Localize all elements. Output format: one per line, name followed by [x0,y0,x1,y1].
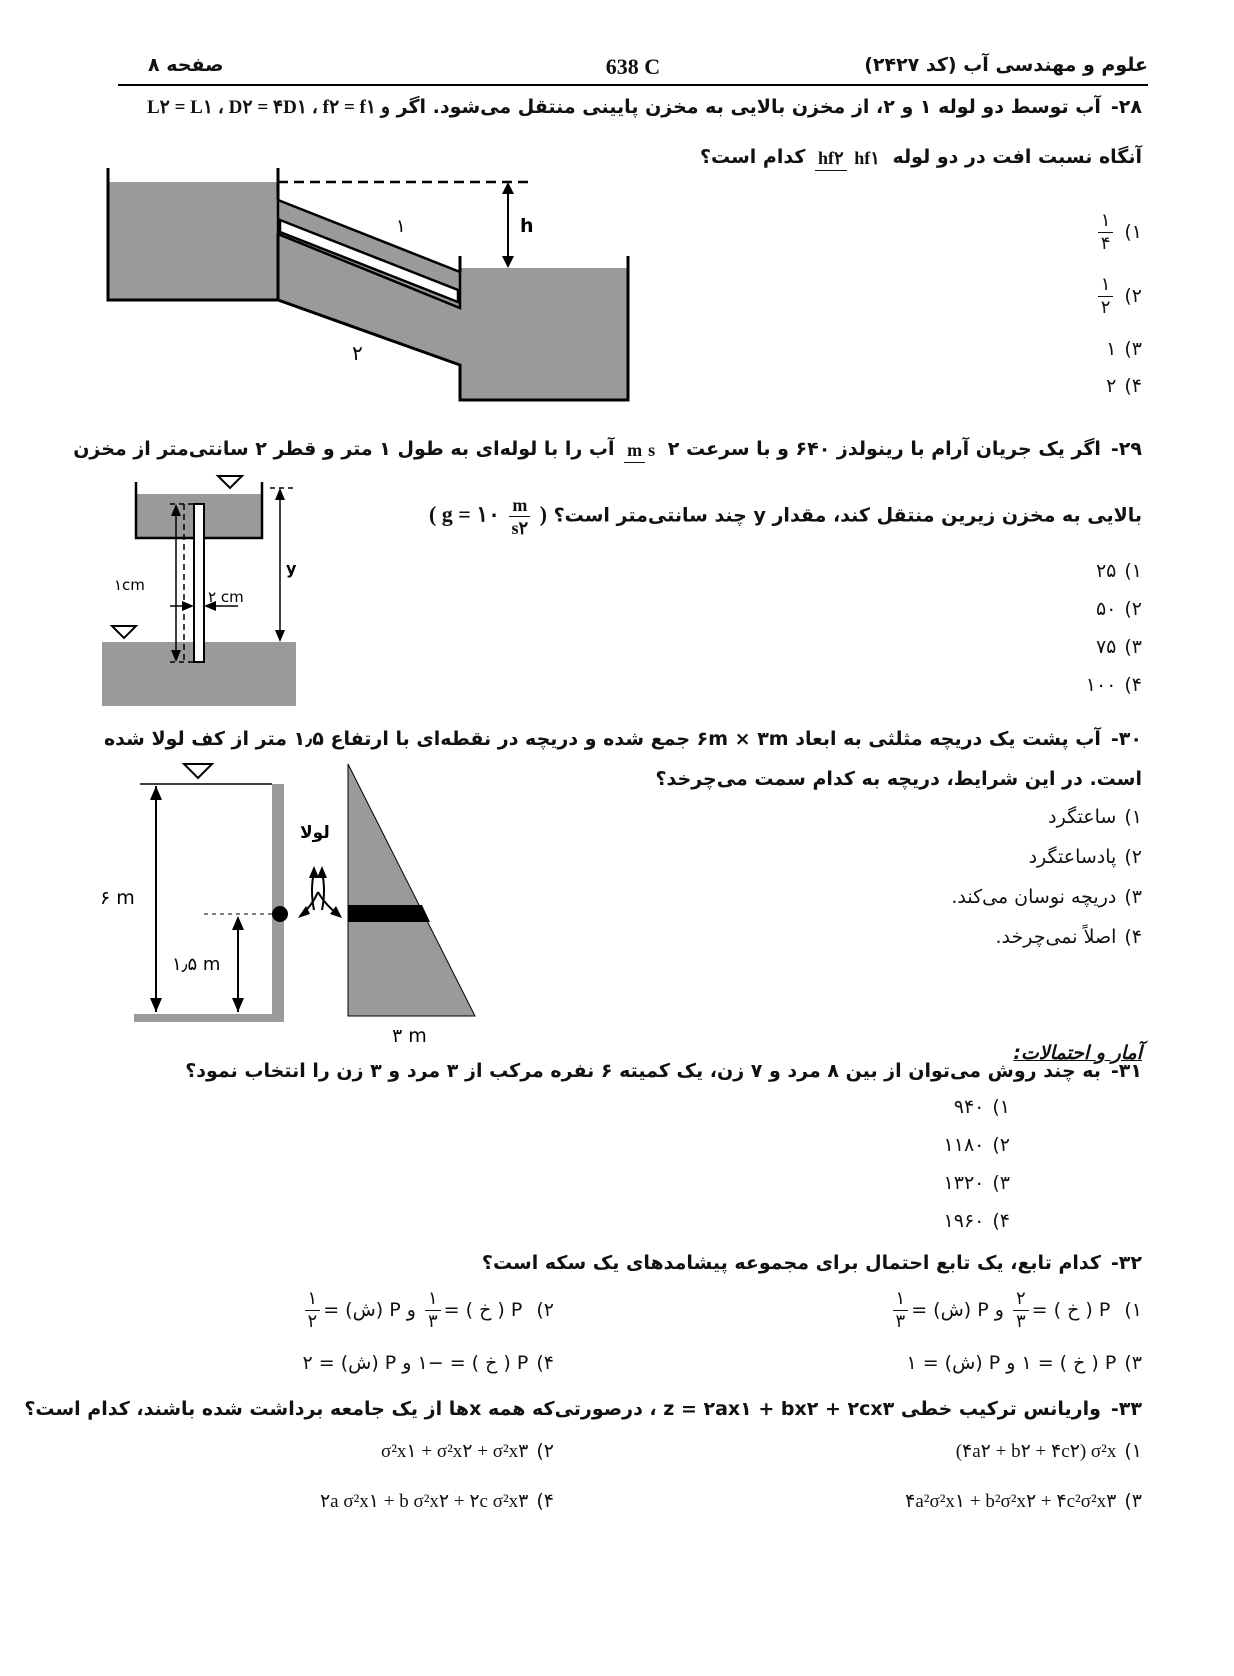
lower-reservoir-water [460,268,628,400]
q28-stem-line2 [700,142,1142,172]
q31-number: ۳۱- [1110,1060,1142,1082]
upper-reservoir-water [108,182,278,300]
q29-stem-line1 [73,434,1142,464]
q28-option-2[interactable]: ۲) $\frac{۱}{۲}$ [1095,276,1142,317]
q31-option-4[interactable]: ۴)۱۹۶۰ [943,1210,1010,1232]
header-code: 638 C [605,54,661,79]
q32-stem [482,1248,1142,1278]
q30-stem-line1 [104,724,1142,754]
q29-stem-line2 [429,496,1142,537]
q29-gravity: ( g = ۱۰ $\frac{m}{s۲}$ ) [428,495,547,538]
q29-pipe-figure [100,470,320,710]
q29-velocity-unit: m s [624,441,658,459]
label-y: y [286,559,297,578]
q28-stem2a: آنگاه نسبت افت در دو لوله [892,146,1142,168]
q28-stem1: آب توسط دو لوله ۱ و ۲، از مخزن بالایی به مخزن پایینی منتقل می‌شود. اگر [396,96,1101,118]
q32-text: کدام تابع، یک تابع احتمال برای مجموعه پیشامدهای یک سکه است؟ [481,1252,1101,1274]
label-2cm: ۲ cm [208,588,244,606]
q30-option-2[interactable]: ۲)پادساعتگرد [1028,846,1142,868]
q30-stem-line2 [656,764,1142,794]
q32-number: ۳۲- [1110,1252,1142,1274]
q28-ratio-denominator: hf۱ [854,147,880,168]
q32-option-4[interactable]: ۴)P ( خ ) = −۱ و P (ش) = ۲ [302,1352,554,1374]
section-title-statistics: آمار و احتمالات: [1013,1042,1142,1064]
q28-conditions: L۲ = L۱ ، D۲ = ۴D۱ ، f۲ = f۱ و [146,97,390,118]
header-divider [118,84,1148,86]
label-1cm: ۱cm [114,576,145,594]
q30-stem2: است. در این شرایط، دریچه به کدام سمت می‌چرخد؟ [655,768,1142,790]
gate-hinge-band [348,905,430,922]
label-h: h [520,215,534,237]
q29-stem1b: آب را با لوله‌ای به طول ۱ متر و قطر ۲ سانتی‌متر از مخزن [73,438,615,460]
q32-option-2[interactable]: ۲) P ( خ ) = $\frac{۱}{۳}$ و P (ش) = $\frac{۱}{۲}$ [302,1290,554,1331]
q33-text: واریانس ترکیب خطی z = ۲ax۱ + bx۲ + ۲cx۳ ، درصورتی‌که همه xها از یک جامعه برداشت شده باشند، کدام است؟ [24,1398,1101,1420]
header-course: علوم و مهندسی آب (کد ۲۴۲۷) [864,54,1148,76]
q28-stem2b: کدام است؟ [699,146,806,168]
triangular-gate [348,764,475,1016]
q33-option-4[interactable]: ۴)۲a σ²x۱ + b σ²x۲ + ۲c σ²x۳ [319,1490,554,1512]
q31-option-1[interactable]: ۱)۹۴۰ [953,1096,1010,1118]
q28-number: ۲۸- [1110,96,1142,118]
q28-option-4[interactable]: ۴)۲ [1106,375,1142,397]
q29-option-4[interactable]: ۴)۱۰۰ [1085,674,1142,696]
label-hinge: لولا [300,823,330,843]
q29-number: ۲۹- [1110,438,1142,460]
page-header [118,50,1148,84]
q29-stem2: بالایی به مخزن زیرین منتقل کند، مقدار y چند سانتی‌متر است؟ [553,504,1142,527]
label-pipe-2: ۲ [352,341,363,365]
q31-option-3[interactable]: ۳)۱۳۲۰ [943,1172,1010,1194]
q29-option-3[interactable]: ۳)۷۵ [1095,636,1142,658]
q33-stem [24,1394,1142,1424]
q32-option-1[interactable]: ۱) P ( خ ) = $\frac{۲}{۳}$ و P (ش) = $\frac{۱}{۳}$ [890,1290,1142,1331]
q32-option-3[interactable]: ۳)P ( خ ) = ۱ و P (ش) = ۱ [906,1352,1142,1374]
label-3m: ۳ m [392,1025,427,1047]
q30-option-1[interactable]: ۱)ساعتگرد [1048,806,1142,828]
q30-option-3[interactable]: ۳)دریچه نوسان می‌کند. [951,886,1142,908]
q29-option-1[interactable]: ۱)۲۵ [1095,560,1142,582]
q28-option-1[interactable]: ۱) $\frac{۱}{۴}$ [1095,212,1142,253]
q31-text: به چند روش می‌توان از بین ۸ مرد و ۷ زن، یک کمیته ۶ نفره مرکب از ۳ مرد و ۳ زن را انتخاب نمود؟ [185,1060,1101,1082]
q30-number: ۳۰- [1110,728,1142,750]
label-6m: ۶ m [100,887,135,909]
q28-stem-line1 [102,92,1142,123]
q33-option-1[interactable]: ۱)(۴a۲ + b۲ + ۴c۲) σ²x [955,1440,1142,1462]
q28-ratio-numerator: hf۲ [815,148,847,171]
q33-option-2[interactable]: ۲)σ²x۱ + σ²x۲ + σ²x۳ [380,1440,554,1462]
q29-option-2[interactable]: ۲)۵۰ [1095,598,1142,620]
q30-gate-figure [100,760,490,1050]
q28-reservoir-figure [100,160,660,430]
label-1-5m: ۱٫۵ m [172,954,221,975]
q31-option-2[interactable]: ۲)۱۱۸۰ [943,1134,1010,1156]
q28-ratio [815,149,883,167]
header-page-number: صفحه ۸ [148,54,224,76]
q33-option-3[interactable]: ۳)۴a²σ²x۱ + b²σ²x۲ + ۴c²σ²x۳ [905,1490,1142,1512]
q28-option-3[interactable]: ۳)۱ [1106,338,1142,360]
q30-stem1: آب پشت یک دریچه مثلثی به ابعاد ۶m × ۳m جمع شده و دریچه در نقطه‌ای با ارتفاع ۱٫۵ متر از کف لولا شده [103,728,1101,750]
hinge-point [272,906,288,922]
label-pipe-1: ۱ [396,216,406,237]
q30-option-4[interactable]: ۴)اصلاً نمی‌چرخد. [995,926,1142,948]
q29-velocity-prefix: اگر یک جریان آرام با رینولدز ۶۴۰ و با سرعت ۲ [667,438,1101,460]
q33-number: ۳۳- [1110,1398,1142,1420]
q31-stem [185,1056,1142,1086]
